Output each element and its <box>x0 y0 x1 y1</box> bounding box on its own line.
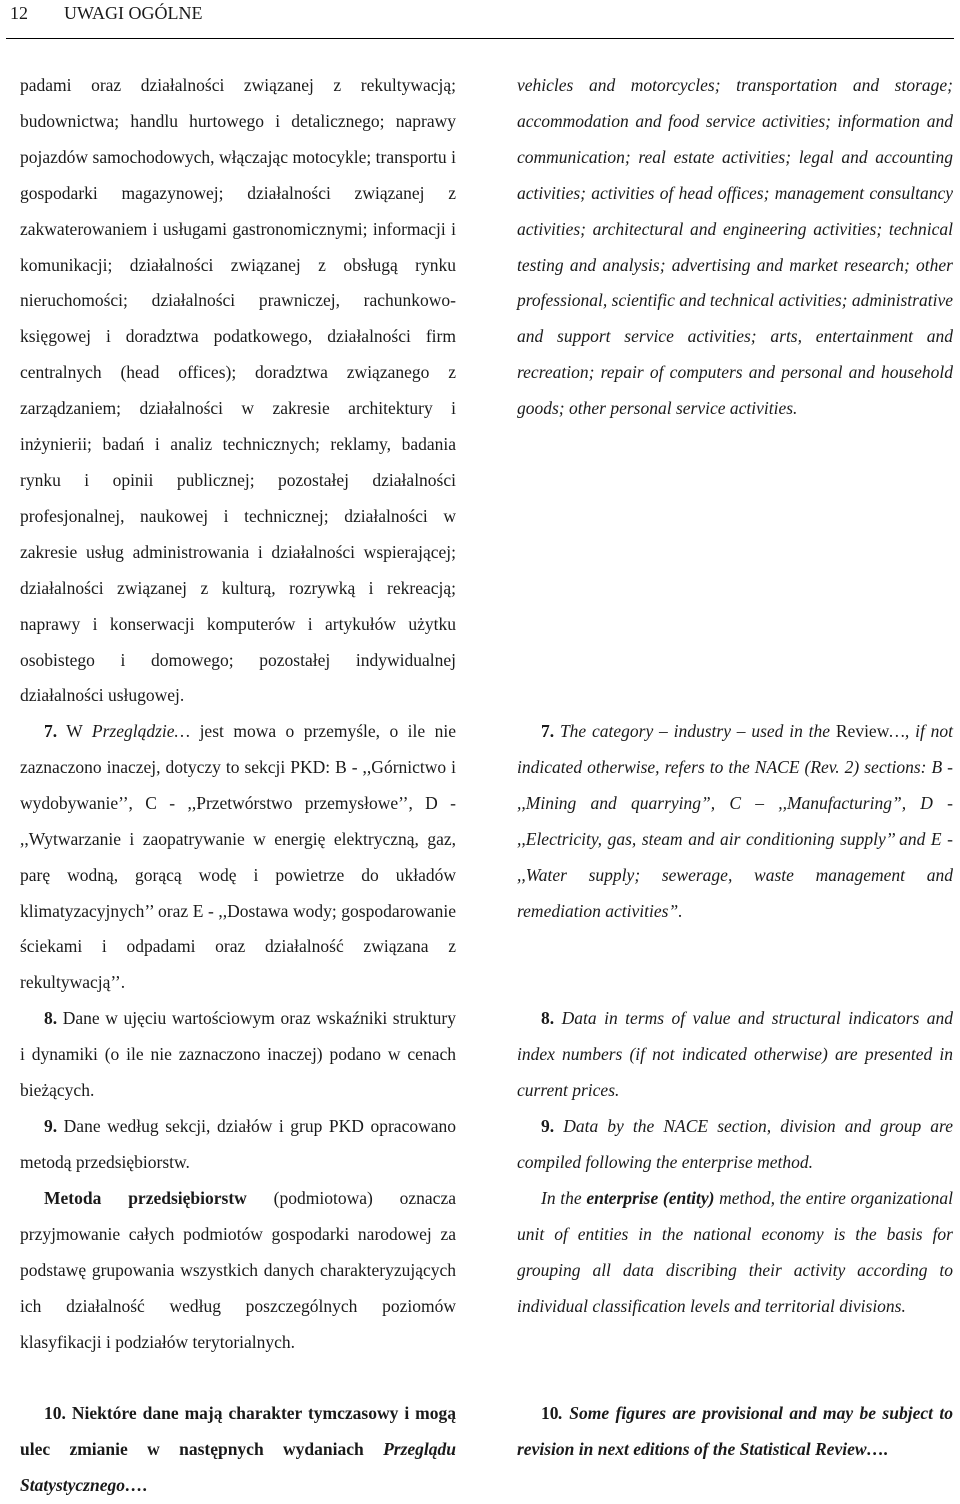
section-title: UWAGI OGÓLNE <box>64 3 203 23</box>
en-note-7-number: 7. <box>541 721 555 741</box>
en-note-7-rest: …, if not indicated otherwise, refers to the NACE (Rev. 2) sections: B - ,,Mining and quarrying”, C – ,,Manufacturing”, D - ,,Electricity, gas, steam and air conditioning supply’’ and E - ,,Water supply; sewerage, waste management and remediation activities”. <box>517 721 953 921</box>
pl-note-9-text: Dane według sekcji, działów i grup PKD opracowano metodą przedsiębiorstw. <box>20 1116 456 1172</box>
en-enterprise-text-a: In the <box>541 1188 587 1208</box>
pl-intro-paragraph <box>20 68 456 714</box>
pl-note-7-text-a: W <box>57 721 92 741</box>
en-enterprise-paragraph <box>517 1181 953 1325</box>
page-number: 12 <box>10 3 28 23</box>
pl-note-10-italic: Przeglądu Statystycznego… <box>20 1438 456 1495</box>
en-intro-text: vehicles and motorcycles; transportation and storage; accommodation and food service activities; information and communication; real estate activities; legal and accounting activities; activities of head offices; management consultancy activities; architectural and engineering activities; technical testing and analysis; advertising and market research; other professional, scientific and technical activities; administrative and support service activities; arts, entertainment and recreation; repair of computers and personal and household goods; other personal service activities. <box>517 75 953 419</box>
pl-note-7-text-b: jest mowa o przemyśle, o ile nie zaznaczono inaczej, dotyczy to sekcji PKD: B - ,,Górnictwo i wydobywanie’’, C - ,,Przetwórstwo przemysłowe’’, D - ,,Wytwarzanie i zaopatrywanie w energię elektryczną, gaz, parę wodną, gorącą wodę i powietrze do układów klimatyzacyjnych’’ oraz E - ,,Dostawa wody; gospodarowanie ściekami i odpadami oraz działalność związana z rekultywacją’’. <box>20 721 457 993</box>
pl-note-10-text: Niektóre dane mają charakter tymczasowy i mogą ulec zmianie w następnych wydaniach <box>20 1403 456 1459</box>
pl-intro-text: padami oraz działalności związanej z rekultywacją; budownictwa; handlu hurtowego i detalicznego; naprawy pojazdów samochodowych, włączając motocykle; transportu i gospodarki magazynowej; działalności związanej z zakwaterowaniem i usługami gastronomicznymi; informacji i komunikacji; działalności związanej z obsługą rynku nieruchomości; działalności prawniczej, rachunkowo-księgowej i doradztwa podatkowego, działalności firm centralnych (head offices); doradztwa związanego z zarządzaniem; działalności w zakresie architektury i inżynierii; badań i analiz technicznych; reklamy, badania rynku i opinii publicznej; pozostałej działalności profesjonalnej, naukowej i technicznej; działalności w zakresie usług administrowania i działalności wspierającej; działalności związanej z kulturą, rozrywką i rekreacją; naprawy i konserwacji komputerów i artykułów użytku osobistego i domowego; pozostałej indywidualnej działalności usługowej. <box>20 75 456 706</box>
en-note-8-text: Data in terms of value and structural indicators and index numbers (if not indicated otherwise) are presented in current prices. <box>517 1008 953 1100</box>
pl-note-8-number: 8. <box>44 1008 58 1028</box>
pl-note-9-number: 9. <box>44 1116 58 1136</box>
en-note-10-number: 10 <box>541 1403 559 1423</box>
pl-note-10-number: 10. <box>44 1403 66 1423</box>
pl-note-7 <box>20 714 456 1001</box>
en-note-9-number: 9. <box>541 1116 555 1136</box>
en-note-9-text: Data by the NACE section, division and group are compiled following the enterprise method. <box>517 1116 953 1172</box>
pl-note-10 <box>20 1396 456 1504</box>
en-note-9 <box>517 1109 953 1181</box>
en-note-10-text: . Some figures are provisional and may be subject to revision in next editions of the Statistical Review…. <box>517 1403 953 1459</box>
en-enterprise-bold: enterprise (entity) <box>586 1188 715 1208</box>
en-intro-paragraph <box>517 68 953 427</box>
en-note-7 <box>517 714 953 929</box>
pl-note-7-italic: Przeglądzie… <box>91 721 191 741</box>
en-note-8-number: 8. <box>541 1008 555 1028</box>
pl-metoda-text: (podmiotowa) oznacza przyjmowanie całych podmiotów gospodarki narodowej za podstawę grupowania wszystkich danych charakteryzujących ich działalność według poszczególnych poziomów klasyfikacji i podziałów terytorialnych. <box>20 1188 456 1352</box>
en-note-10 <box>517 1396 953 1468</box>
header-rule <box>6 38 954 39</box>
pl-metoda-bold: Metoda przedsiębiorstw <box>44 1188 247 1208</box>
pl-note-10-end: . <box>142 1474 147 1495</box>
pl-note-8 <box>20 1001 456 1109</box>
en-enterprise-text-b: method, the entire organizational unit of entities in the national economy is the basis for grouping all data discribing their activity according to individual classification levels and territorial divisions. <box>517 1188 953 1316</box>
en-note-7-upright: Review <box>835 721 890 741</box>
en-note-8 <box>517 1001 953 1109</box>
pl-note-8-text: Dane w ujęciu wartościowym oraz wskaźniki struktury i dynamiki (o ile nie zaznaczono inaczej) podano w cenach bieżących. <box>20 1008 456 1100</box>
pl-note-9 <box>20 1109 456 1181</box>
en-note-7-text: The category – industry – used in the <box>554 721 836 741</box>
page-header <box>0 0 960 40</box>
pl-metoda-paragraph <box>20 1181 456 1361</box>
pl-note-7-number: 7. <box>44 721 58 741</box>
